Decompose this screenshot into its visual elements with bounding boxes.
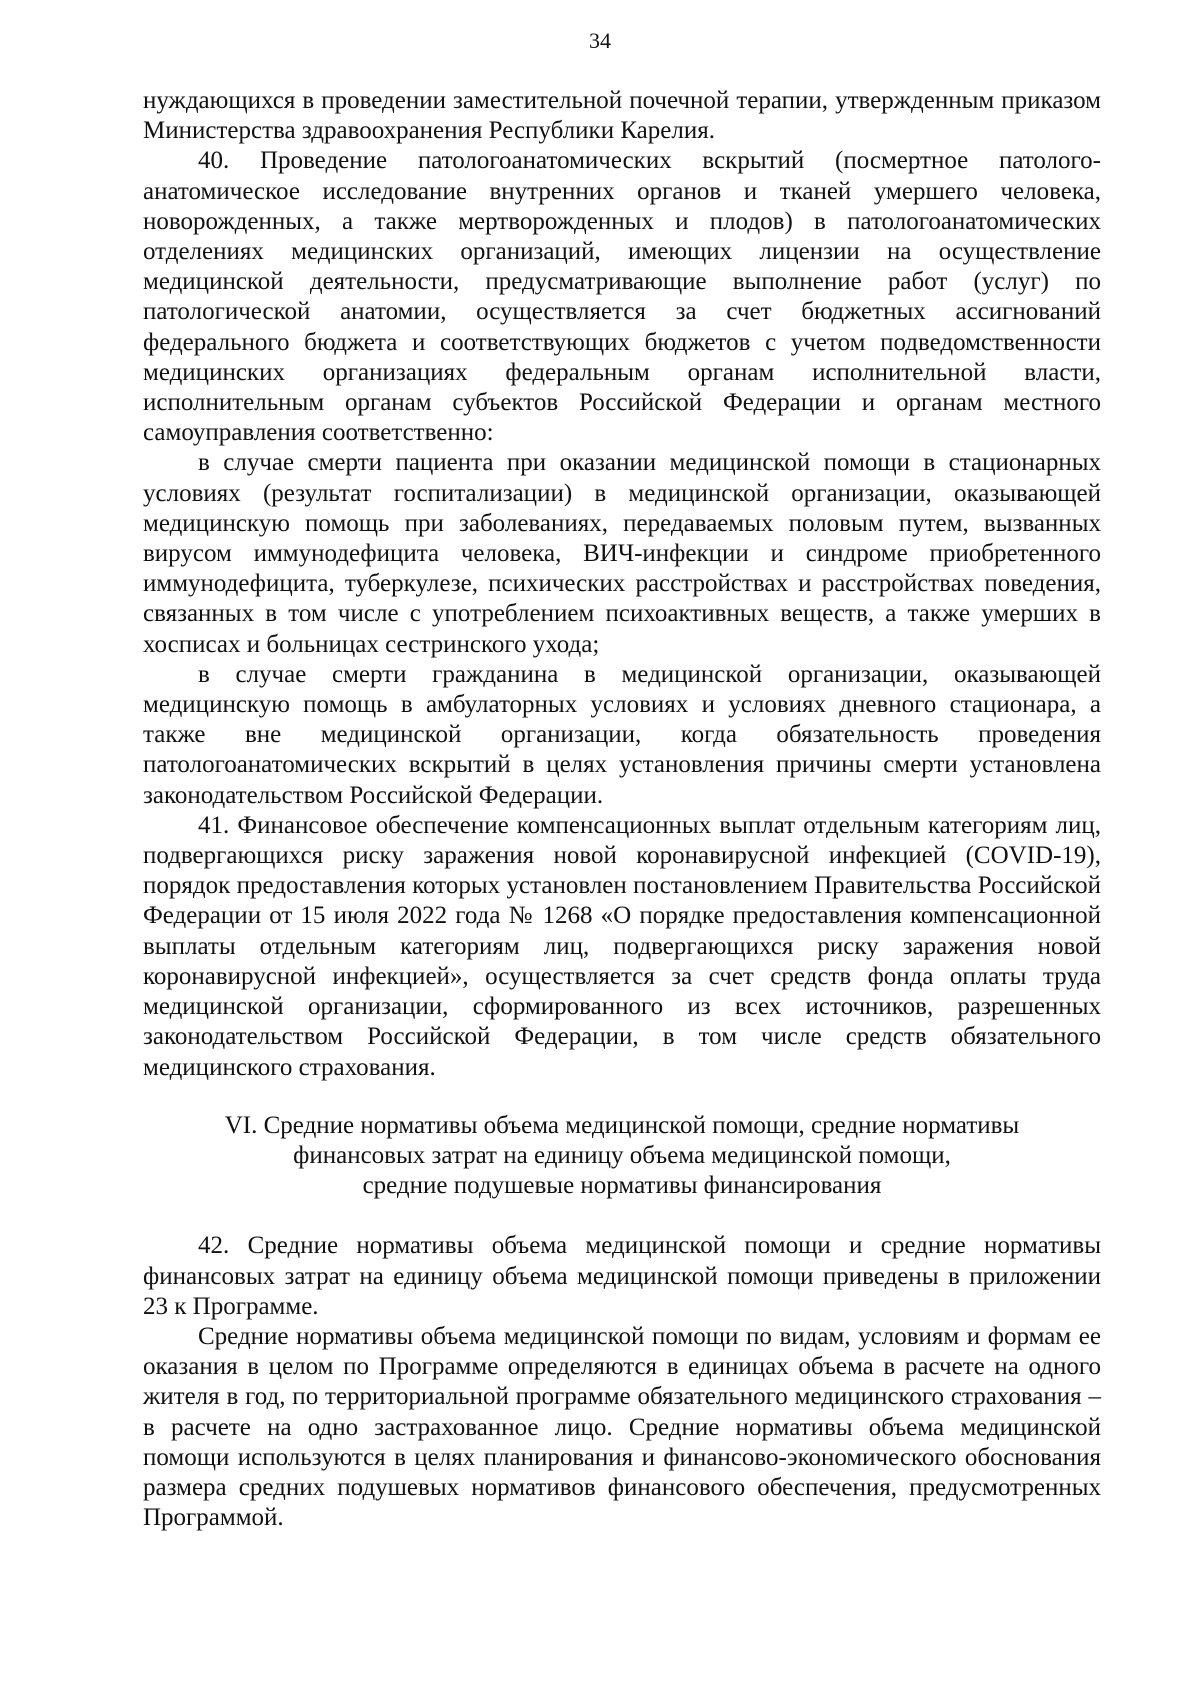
paragraph-item-40: 40. Проведение патологоанатомических вскрытий (посмертное патолого-анатомическое исследование внутренних органов и тканей умершего человека, новорожденных, а также мертворожденных и плодов) в патологоанатомических отделениях медицинских организаций, имеющих лицензии на осуществление медицинской деятельности, предусматривающие выполнение работ (услуг) по патологической анатомии, осуществляется за счет бюджетных ассигнований федерального бюджета и соответствующих бюджетов с учетом подведомственности медицинских организациях федеральным органам исполнительной власти, исполнительным органам субъектов Российской Федерации и органам местного самоуправления соответственно: bbox=[143, 147, 1101, 447]
page-number: 34 bbox=[589, 28, 611, 53]
section-heading-line: финансовых затрат на единицу объема медицинской помощи, bbox=[293, 1141, 951, 1169]
paragraph-item-42: 42. Средние нормативы объема медицинской помощи и средние нормативы финансовых затрат на единицу объема медицинской помощи приведены в приложении 23 к Программе. bbox=[143, 1232, 1101, 1320]
section-heading-line: средние подушевые нормативы финансирования bbox=[362, 1172, 882, 1200]
paragraph-continuation: нуждающихся в проведении заместительной почечной терапии, утвержденным приказом Министерства здравоохранения Республики Карелия. bbox=[143, 87, 1101, 145]
paragraph-case-patient-death: в случае смерти пациента при оказании медицинской помощи в стационарных условиях (результат госпитализации) в медицинской организации, оказывающей медицинскую помощь при заболеваниях, передаваемых половым путем, вызванных вирусом иммунодефицита человека, ВИЧ-инфекции и синдроме приобретенного иммунодефицита, туберкулезе, психических расстройствах и расстройствах поведения, связанных в том числе с употреблением психоактивных веществ, а также умерших в хосписах и больницах сестринского ухода; bbox=[143, 449, 1101, 658]
section-heading-line: VI. Средние нормативы объема медицинской помощи, средние нормативы bbox=[224, 1111, 1020, 1139]
paragraph-case-citizen-death: в случае смерти гражданина в медицинской организации, оказывающей медицинскую помощь в амбулаторных условиях и условиях дневного стационара, а также вне медицинской организации, когда обязательность проведения патологоанатомических вскрытий в целях установления причины смерти установлена законодательством Российской Федерации. bbox=[143, 660, 1101, 809]
document-body bbox=[143, 86, 1101, 1533]
paragraph-item-41: 41. Финансовое обеспечение компенсационных выплат отдельным категориям лиц, подвергающихся риску заражения новой коронавирусной инфекцией (COVID-19), порядок предоставления которых установлен постановлением Правительства Российской Федерации от 15 июля 2022 года № 1268 «О порядке предоставления компенсационной выплаты отдельным категориям лиц, подвергающихся риску заражения новой коронавирусной инфекцией», осуществляется за счет средств фонда оплаты труда медицинской организации, сформированного из всех источников, разрешенных законодательством Российской Федерации, в том числе средств обязательного медицинского страхования. bbox=[143, 811, 1101, 1081]
paragraph-normatives-description: Средние нормативы объема медицинской помощи по видам, условиям и формам ее оказания в целом по Программе определяются в единицах объема в расчете на одного жителя в год, по территориальной программе обязательного медицинского страхования – в расчете на одно застрахованное лицо. Средние нормативы объема медицинской помощи используются в целях планирования и финансово-экономического обоснования размера средних подушевых нормативов финансового обеспечения, предусмотренных Программой. bbox=[143, 1322, 1101, 1532]
section-heading-vi bbox=[143, 1111, 1101, 1202]
